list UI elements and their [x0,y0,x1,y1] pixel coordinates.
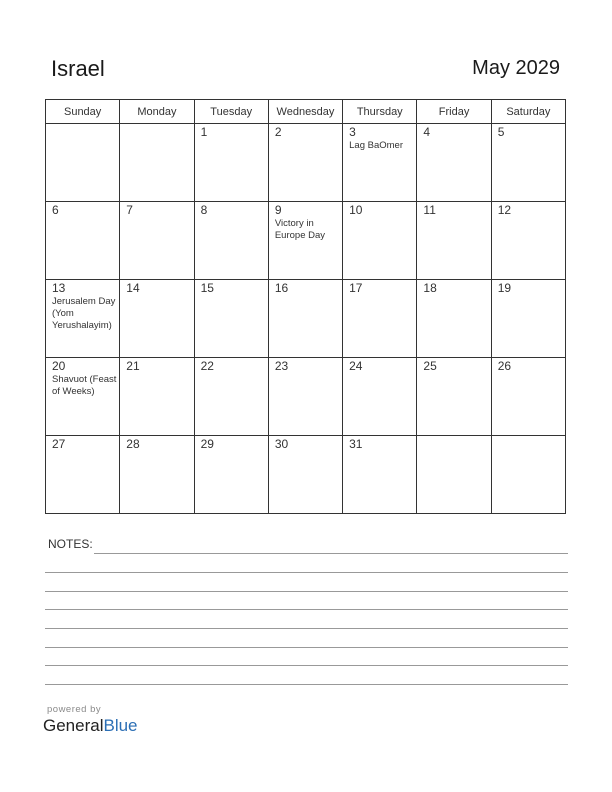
day-number: 2 [274,125,282,139]
day-cell [46,124,120,202]
day-cell [343,124,417,202]
holiday-label: Victory in Europe Day [274,218,326,241]
day-cell [417,202,491,280]
day-cell [268,202,342,280]
day-number: 8 [200,203,208,217]
day-cell [343,358,417,436]
week-row [46,436,566,514]
day-number: 16 [274,281,289,295]
day-cell [491,436,565,514]
day-cell [417,436,491,514]
calendar-grid [45,99,566,514]
note-line [45,665,568,666]
day-cell [46,202,120,280]
day-cell [194,202,268,280]
day-number: 24 [349,359,363,373]
day-number: 21 [126,359,140,373]
day-cell [120,358,194,436]
day-cell [268,358,342,436]
note-line [45,591,568,592]
day-number: 6 [52,203,59,217]
day-cell [268,124,342,202]
day-number: 18 [423,281,437,295]
day-cell [417,358,491,436]
day-cell [491,202,565,280]
week-row [46,280,566,358]
weekday-header: Thursday [343,100,417,124]
day-cell [120,124,194,202]
week-row [46,358,566,436]
day-cell [343,280,417,358]
note-line [45,647,568,648]
weekday-header: Monday [120,100,194,124]
note-line [45,684,568,685]
day-cell [417,124,491,202]
day-number: 25 [423,359,437,373]
day-number: 1 [200,125,208,139]
day-cell [46,358,120,436]
day-number: 15 [200,281,214,295]
day-number: 9 [274,203,282,217]
day-cell [120,280,194,358]
day-cell [194,436,268,514]
holiday-label: Shavuot (Feast of Weeks) [52,374,117,397]
day-cell [194,124,268,202]
day-number: 17 [349,281,363,295]
day-cell [194,358,268,436]
day-cell [268,280,342,358]
day-cell [120,436,194,514]
day-number: 3 [349,125,356,139]
day-cell [491,280,565,358]
week-row [46,124,566,202]
day-number: 13 [52,281,66,295]
weekday-header: Friday [417,100,491,124]
day-cell [194,280,268,358]
brand-general: General [43,716,104,735]
day-cell [268,436,342,514]
day-number: 27 [52,437,66,451]
note-line [45,609,568,610]
day-number: 12 [497,203,512,217]
day-number: 31 [349,437,363,451]
day-cell [491,358,565,436]
notes-label: NOTES: [48,537,93,551]
day-cell [491,124,565,202]
day-number: 29 [200,437,214,451]
note-line [45,572,568,573]
holiday-label: Jerusalem Day (Yom Yerushalayim) [52,296,116,331]
day-cell [120,202,194,280]
holiday-label: Lag BaOmer [349,140,403,151]
day-number: 19 [497,281,512,295]
day-number: 23 [274,359,289,373]
week-row [46,202,566,280]
day-number: 5 [497,125,505,139]
day-number: 30 [274,437,289,451]
day-cell [46,280,120,358]
day-number: 10 [349,203,363,217]
country-title: Israel [51,56,105,81]
note-line [94,553,568,554]
day-number: 28 [126,437,140,451]
powered-by-text: powered by [47,704,102,715]
brand-blue: Blue [103,716,138,735]
day-number: 22 [200,359,214,373]
note-line [45,628,568,629]
day-number: 20 [52,359,66,373]
day-number: 11 [423,203,436,217]
generalblue-logo [43,716,138,736]
day-cell [417,280,491,358]
day-number: 7 [126,203,133,217]
day-cell [46,436,120,514]
day-cell [343,202,417,280]
weekday-header-row [46,100,566,124]
weekday-header: Sunday [46,100,120,124]
weekday-header: Tuesday [194,100,268,124]
month-year-title: May 2029 [472,57,560,79]
day-number: 26 [497,359,512,373]
day-cell [343,436,417,514]
day-number: 4 [423,125,431,139]
weekday-header: Saturday [491,100,565,124]
day-number: 14 [126,281,140,295]
weekday-header: Wednesday [268,100,342,124]
